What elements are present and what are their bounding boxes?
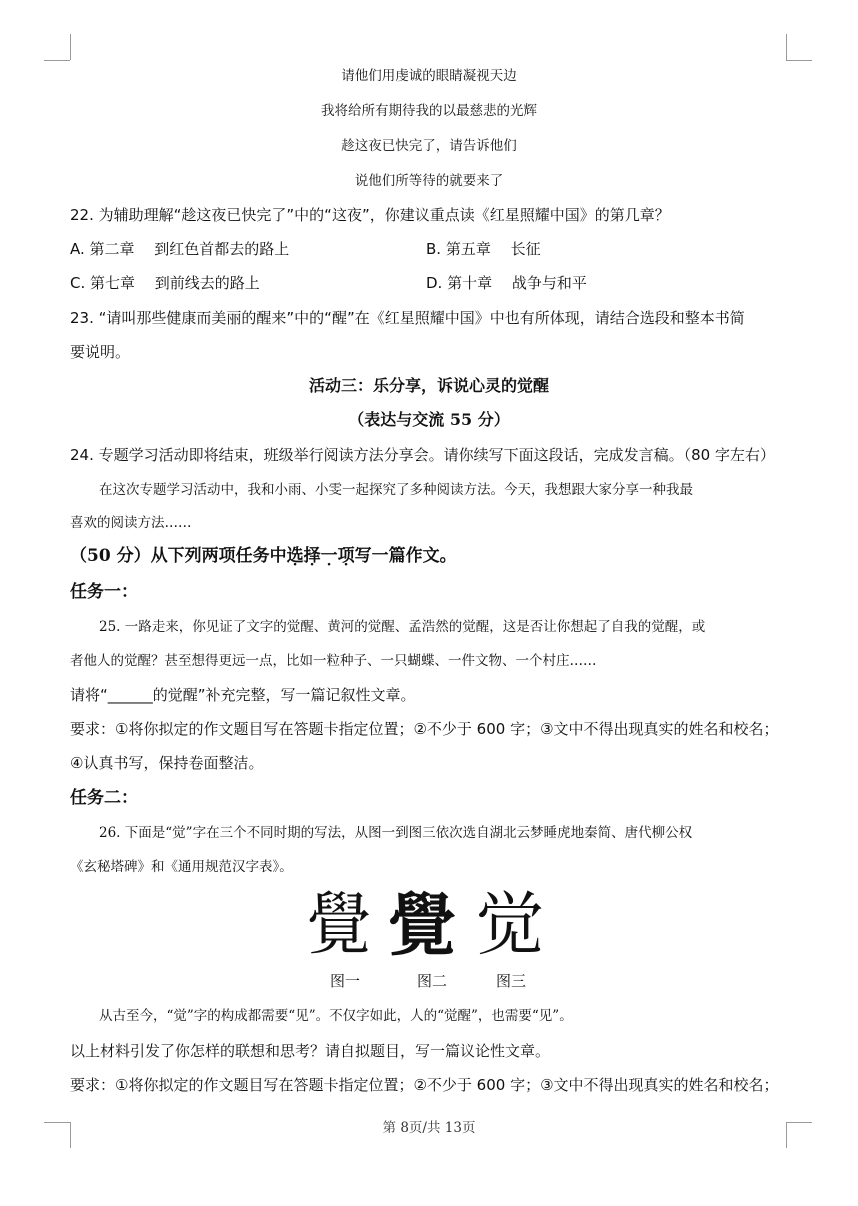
essay-heading: （50 分）从下列两项任务中选择一项写一篇作文。	[70, 546, 457, 566]
task-2-passage: 26. 下面是“觉”字在三个不同时期的写法，从图一到图三依次选自湖北云梦睡虎地秦简、唐代柳公权	[99, 825, 693, 841]
question-22-stem: 22. 为辅助理解“趁这夜已快完了”中的“这夜”，你建议重点读《红星照耀中国》的第几章？	[70, 206, 670, 224]
question-24-passage: 喜欢的阅读方法……	[70, 515, 192, 531]
task-1-passage: 25. 一路走来，你见证了文字的觉醒、黄河的觉醒、孟浩然的觉醒，这是否让你想起了自我的觉醒，或	[99, 619, 706, 635]
figure-1-caption: 图一	[330, 972, 361, 990]
option-d: D. 第十章 战争与和平	[426, 274, 587, 292]
task-2-requirements: 要求：①将你拟定的作文题目写在答题卡指定位置；②不少于 600 字；③文中不得出现真实的姓名和校名；	[70, 1076, 779, 1094]
figure-3-glyph: 觉	[476, 886, 545, 965]
activity-3-title: 活动三：乐分享，诉说心灵的觉醒	[308, 376, 549, 395]
poem-line: 说他们所等待的就要来了	[354, 173, 504, 189]
task-2-material: 从古至今，“觉”字的构成都需要“见”。不仅字如此，人的“觉醒”，也需要“见”。	[99, 1008, 573, 1024]
option-a: A. 第二章 到红色首都去的路上	[70, 240, 290, 258]
figure-2-caption: 图二	[417, 972, 448, 990]
task-1-label: 任务一：	[70, 582, 138, 602]
task-1-instruction: 请将“______的觉醒”补充完整，写一篇记叙性文章。	[70, 686, 416, 704]
dotted-emphasis: 选择一项	[286, 546, 355, 566]
crop-mark-top-left	[70, 34, 71, 60]
task-2-question: 以上材料引发了你怎样的联想和思考？请自拟题目，写一篇议论性文章。	[70, 1042, 551, 1060]
question-24-passage: 在这次专题学习活动中，我和小雨、小雯一起探究了多种阅读方法。今天，我想跟大家分享一种我最	[99, 482, 693, 498]
crop-mark-top-left	[44, 60, 70, 61]
poem-line: 请他们用虔诚的眼睛凝视天边	[341, 68, 517, 84]
task-1-passage: 者他人的觉醒？甚至想得更远一点，比如一粒种子、一只蝴蝶、一件文物、一个村庄……	[70, 653, 597, 669]
option-c: C. 第七章 到前线去的路上	[70, 274, 260, 292]
figure-2-glyph: 覺	[388, 886, 457, 966]
crop-mark-top-right	[786, 34, 787, 60]
question-23-line: 要说明。	[70, 343, 131, 361]
figure-1-glyph: 覺	[306, 886, 372, 965]
task-2-passage: 《玄秘塔碑》和《通用规范汉字表》。	[70, 859, 293, 875]
task-1-requirements: ④认真书写，保持卷面整洁。	[70, 754, 264, 772]
crop-mark-top-right	[786, 60, 812, 61]
task-2-label: 任务二：	[70, 788, 138, 808]
figure-3-caption: 图三	[496, 972, 527, 990]
question-24-stem: 24. 专题学习活动即将结束，班级举行阅读方法分享会。请你续写下面这段话，完成发言稿。（80 字左右）	[70, 446, 775, 464]
task-1-requirements: 要求：①将你拟定的作文题目写在答题卡指定位置；②不少于 600 字；③文中不得出现真实的姓名和校名；	[70, 720, 779, 738]
page-number: 第 8页/共 13页	[382, 1120, 476, 1136]
poem-line: 趁这夜已快完了，请告诉他们	[341, 138, 517, 154]
poem-line: 我将给所有期待我的以最慈悲的光辉	[321, 103, 537, 119]
option-b: B. 第五章 长征	[426, 240, 541, 258]
question-23-line: 23. “请叫那些健康而美丽的醒来”中的“醒”在《红星照耀中国》中也有所体现，请结合选段和整本书简	[70, 309, 745, 327]
activity-3-subtitle: （表达与交流 55 分）	[348, 410, 510, 429]
